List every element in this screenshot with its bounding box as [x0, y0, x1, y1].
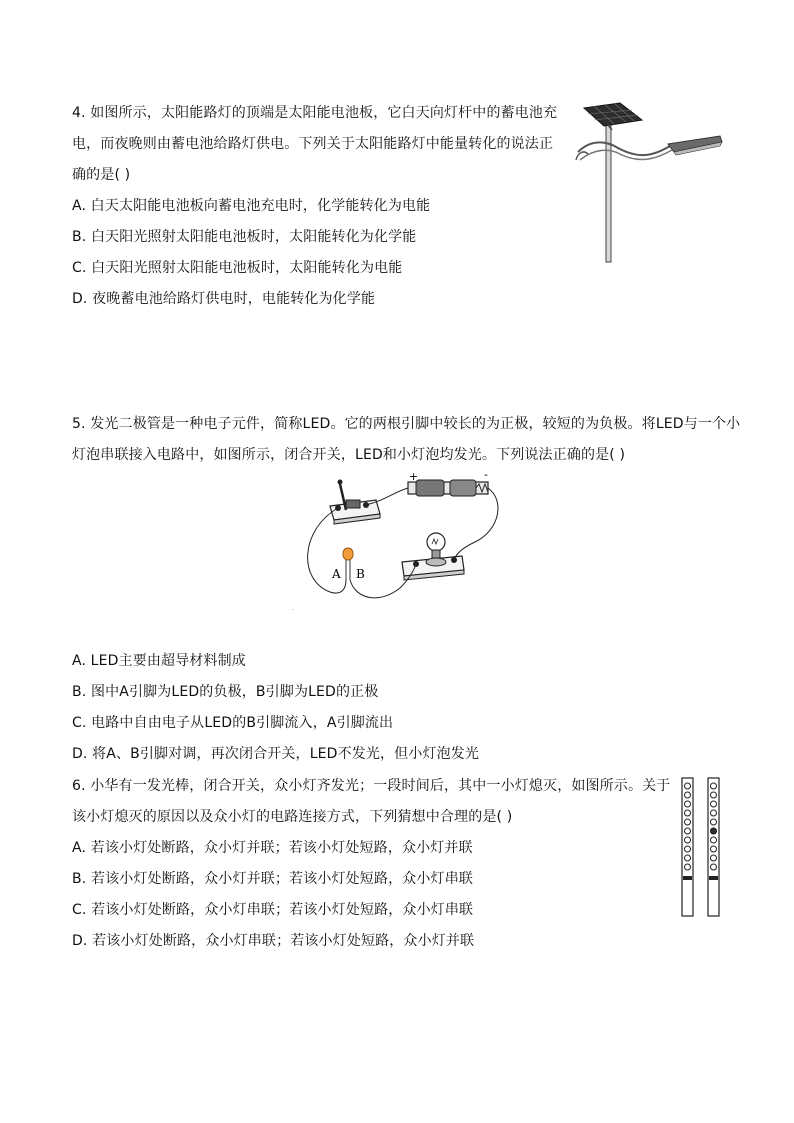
stray-mark: .: [292, 605, 294, 612]
q4-stem-line-1: 4. 如图所示，太阳能路灯的顶端是太阳能电池板，它白天向灯杆中的蓄电池充: [72, 105, 558, 121]
q5-option-d[interactable]: D. 将A、B引脚对调，再次闭合开关，LED不发光，但小灯泡发光: [72, 746, 480, 762]
q6-option-b[interactable]: B. 若该小灯处断路，众小灯并联；若该小灯处短路，众小灯串联: [72, 871, 474, 887]
q6-option-d[interactable]: D. 若该小灯处断路，众小灯串联；若该小灯处短路，众小灯并联: [72, 933, 475, 949]
q5-option-c[interactable]: C. 电路中自由电子从LED的B引脚流入，A引脚流出: [72, 715, 394, 731]
dead-lamp-icon: [711, 828, 717, 834]
q5-option-a[interactable]: A. LED主要由超导材料制成: [72, 653, 246, 669]
led-pin-a-label: A: [332, 567, 341, 581]
led-pin-b-label: B: [356, 567, 365, 581]
led-circuit-figure: [290, 470, 515, 615]
q4-option-d[interactable]: D. 夜晚蓄电池给路灯供电时，电能转化为化学能: [72, 291, 376, 307]
battery-minus-label: -: [484, 470, 488, 481]
light-stick-figure: [678, 776, 724, 920]
q4-option-a[interactable]: A. 白天太阳能电池板向蓄电池充电时，化学能转化为电能: [72, 198, 431, 214]
q4-option-c[interactable]: C. 白天阳光照射太阳能电池板时，太阳能转化为电能: [72, 260, 403, 276]
q6-option-c[interactable]: C. 若该小灯处断路，众小灯串联；若该小灯处短路，众小灯串联: [72, 902, 474, 918]
q5-stem-line-1: 5. 发光二极管是一种电子元件，简称LED。它的两根引脚中较长的为正极，较短的为负极。将LED与一个小: [72, 416, 741, 432]
q5-stem-line-2: 灯泡串联接入电路中，如图所示，闭合开关，LED和小灯泡均发光。下列说法正确的是( ): [72, 447, 626, 463]
q5-option-b[interactable]: B. 图中A引脚为LED的负极，B引脚为LED的正极: [72, 684, 379, 700]
q6-stem-line-2: 该小灯熄灭的原因以及众小灯的电路连接方式，下列猜想中合理的是( ): [72, 809, 513, 825]
q4-option-b[interactable]: B. 白天阳光照射太阳能电池板时，太阳能转化为化学能: [72, 229, 417, 245]
battery-plus-label: +: [409, 470, 419, 483]
q6-stem-line-1: 6. 小华有一发光棒，闭合开关，众小灯齐发光；一段时间后，其中一小灯熄灭，如图所示。关于: [72, 778, 671, 794]
q6-option-a[interactable]: A. 若该小灯处断路，众小灯并联；若该小灯处短路，众小灯并联: [72, 840, 473, 856]
q4-stem-line-3: 确的是( ): [72, 167, 131, 183]
solar-street-light-figure: [570, 100, 725, 265]
q4-stem-line-2: 电，而夜晚则由蓄电池给路灯供电。下列关于太阳能路灯中能量转化的说法正: [72, 136, 554, 152]
